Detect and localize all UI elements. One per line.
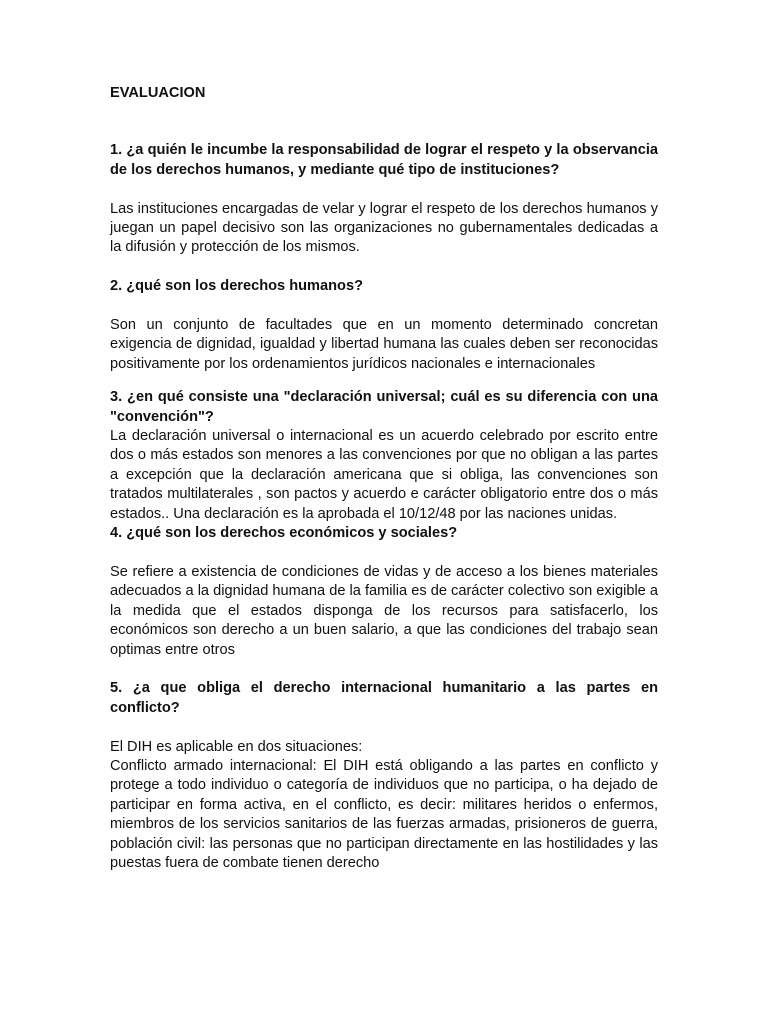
question-3: 3. ¿en qué consiste una "declaración universal; cuál es su diferencia con una "convención"? bbox=[110, 389, 658, 425]
answer-5-line-1: El DIH es aplicable en dos situaciones: bbox=[110, 738, 363, 755]
answer-2: Son un conjunto de facultades que en un momento determinado concretan exigencia de dignidad, igualdad y libertad humana las cuales deben ser reconocidas positivamente por los ordenamientos jurídicos nacionales e internacionales bbox=[110, 317, 658, 372]
answer-5-line-2: Conflicto armado internacional: El DIH está obligando a las partes en conflicto y protege a todo individuo o categoría de individuos que no participa, o ha dejado de participar en forma activa, en el conflicto, es decir: militares heridos o enfermos, miembros de los servicios sanitarios de las fuerzas armadas, prisioneros de guerra, población civil: las personas que no participan directamente en las hostilidades y las puestas fuera de combate tienen derecho bbox=[110, 757, 658, 871]
document-title: EVALUACION bbox=[110, 85, 206, 101]
document-page bbox=[110, 84, 658, 873]
answer-3: La declaración universal o internacional es un acuerdo celebrado por escrito entre dos o más estados son menores a las convenciones por que no obligan a las partes a excepción que la declaración americana que si obliga, las convenciones son tratados multilaterales , son pactos y acuerdo e carácter obligatorio entre dos o más estados.. Una declaración es la aprobada el 10/12/48 por las naciones unidas. bbox=[110, 428, 658, 522]
question-5: 5. ¿a que obliga el derecho internacional humanitario a las partes en conflicto? bbox=[110, 680, 658, 716]
question-1: 1. ¿a quién le incumbe la responsabilidad de lograr el respeto y la observancia de los derechos humanos, y mediante qué tipo de instituciones? bbox=[110, 142, 658, 178]
answer-1: Las instituciones encargadas de velar y lograr el respeto de los derechos humanos y juegan un papel decisivo son las organizaciones no gubernamentales dedicadas a la difusión y protección de los mismos. bbox=[110, 200, 658, 256]
question-4: 4. ¿qué son los derechos económicos y sociales? bbox=[110, 525, 458, 542]
question-2: 2. ¿qué son los derechos humanos? bbox=[110, 278, 364, 295]
answer-4: Se refiere a existencia de condiciones de vidas y de acceso a los bienes materiales adecuados a la dignidad humana de la familia es de carácter colectivo son exigible a la medida que el estados disponga de los recursos para satisfacerlo, los económicos son derecho a un buen salario, a que las condiciones del trabajo sean optimas entre otros bbox=[110, 563, 658, 658]
